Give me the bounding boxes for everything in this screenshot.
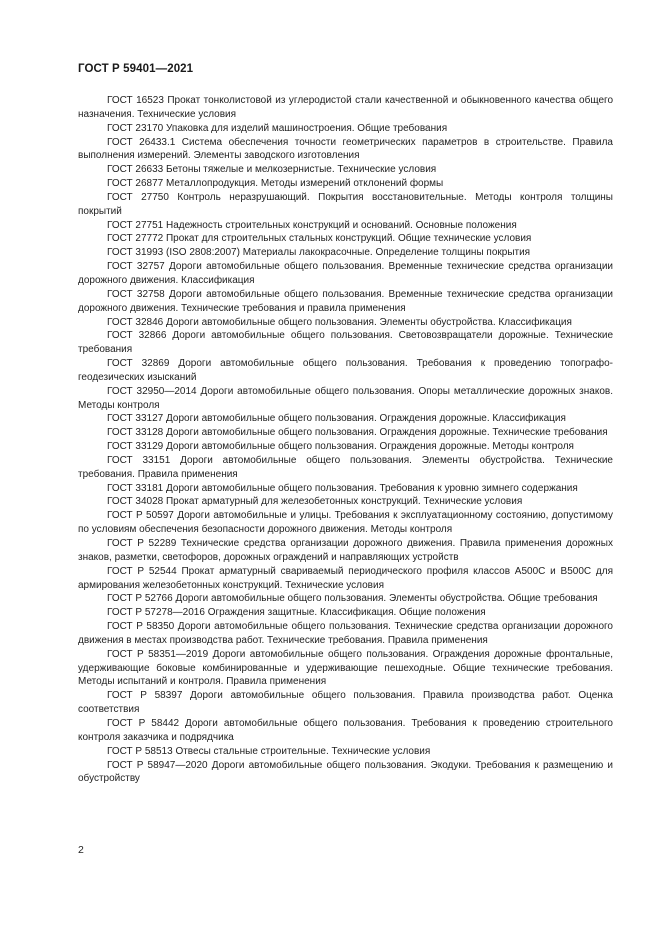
reference-entry: ГОСТ 33181 Дороги автомобильные общего пользования. Требования к уровню зимнего содержания [107, 482, 578, 494]
reference-entry: ГОСТ Р 58513 Отвесы стальные строительные. Технические условия [107, 745, 431, 757]
reference-entry: ГОСТ 32758 Дороги автомобильные общего пользования. Временные технические средства организации дорожного движения. Технические требования и правила применения [78, 288, 613, 314]
reference-entry: ГОСТ 34028 Прокат арматурный для железобетонных конструкций. Технические условия [107, 496, 523, 508]
reference-entry: ГОСТ 27750 Контроль неразрушающий. Покрытия восстановительные. Методы контроля толщины покрытий [78, 191, 613, 217]
reference-entry: ГОСТ 32846 Дороги автомобильные общего пользования. Элементы обустройства. Классификация [107, 316, 572, 328]
reference-entry: ГОСТ 31993 (ISO 2808:2007) Материалы лакокрасочные. Определение толщины покрытия [107, 247, 531, 259]
reference-entry: ГОСТ 33129 Дороги автомобильные общего пользования. Ограждения дорожные. Методы контроля [107, 441, 574, 453]
reference-entry: ГОСТ 32950—2014 Дороги автомобильные общего пользования. Опоры металлические дорожных знаков. Методы контроля [78, 385, 613, 411]
reference-entry: ГОСТ Р 50597 Дороги автомобильные и улицы. Требования к эксплуатационному состоянию, допустимому по условиям обеспечения безопасности дорожного движения. Методы контроля [78, 510, 613, 536]
reference-entry: ГОСТ 33151 Дороги автомобильные общего пользования. Элементы обустройства. Технические требования. Правила применения [78, 454, 613, 480]
reference-entry: ГОСТ Р 57278—2016 Ограждения защитные. Классификация. Общие положения [107, 607, 486, 619]
reference-entry: ГОСТ Р 58351—2019 Дороги автомобильные общего пользования. Ограждения дорожные фронтальные, удерживающие боковые комбинированные и удерживающие пешеходные. Общие технические требования. Методы испытаний и контроля. Правила применения [78, 648, 613, 688]
reference-entry: ГОСТ Р 58442 Дороги автомобильные общего пользования. Требования к проведению строительного контроля заказчика и подрядчика [78, 717, 613, 743]
normative-references-list [78, 94, 613, 786]
reference-entry: ГОСТ 26433.1 Система обеспечения точности геометрических параметров в строительстве. Правила выполнения измерений. Элементы заводского изготовления [78, 136, 613, 162]
reference-entry: ГОСТ Р 58350 Дороги автомобильные общего пользования. Технические средства организации дорожного движения в местах производства работ. Технические требования. Правила применения [78, 621, 613, 646]
reference-entry: ГОСТ 33128 Дороги автомобильные общего пользования. Ограждения дорожные. Технические требования [107, 427, 608, 439]
reference-entry: ГОСТ 16523 Прокат тонколистовой из углеродистой стали качественной и обыкновенного качества общего назначения. Технические условия [78, 95, 613, 120]
page-number: 2 [78, 844, 84, 856]
reference-entry: ГОСТ Р 58947—2020 Дороги автомобильные общего пользования. Экодуки. Требования к размещению и обустройству [78, 759, 613, 785]
reference-entry: ГОСТ 23170 Упаковка для изделий машиностроения. Общие требования [107, 122, 448, 134]
reference-entry: ГОСТ Р 52289 Технические средства организации дорожного движения. Правила применения дорожных знаков, разметки, светофоров, дорожных ограждений и направляющих устройств [78, 538, 613, 563]
reference-entry: ГОСТ 32866 Дороги автомобильные общего пользования. Световозвращатели дорожные. Технические требования [78, 330, 613, 356]
reference-entry: ГОСТ 33127 Дороги автомобильные общего пользования. Ограждения дорожные. Классификация [107, 413, 566, 425]
reference-entry: ГОСТ Р 52544 Прокат арматурный свариваемый периодического профиля классов А500С и В500С для армирования железобетонных конструкций. Технические условия [78, 565, 613, 591]
reference-entry: ГОСТ 32757 Дороги автомобильные общего пользования. Временные технические средства организации дорожного движения. Классификация [78, 261, 613, 286]
reference-entry: ГОСТ Р 58397 Дороги автомобильные общего пользования. Правила производства работ. Оценка соответствия [78, 690, 613, 716]
reference-entry: ГОСТ 27772 Прокат для строительных стальных конструкций. Общие технические условия [107, 233, 532, 245]
reference-entry: ГОСТ Р 52766 Дороги автомобильные общего пользования. Элементы обустройства. Общие требования [107, 593, 598, 605]
reference-entry: ГОСТ 32869 Дороги автомобильные общего пользования. Требования к проведению топографо-геодезических изысканий [78, 358, 613, 383]
reference-entry: ГОСТ 26633 Бетоны тяжелые и мелкозернистые. Технические условия [107, 164, 437, 176]
reference-entry: ГОСТ 26877 Металлопродукция. Методы измерений отклонений формы [107, 178, 444, 190]
standard-designation-header: ГОСТ Р 59401—2021 [78, 63, 194, 75]
reference-entry: ГОСТ 27751 Надежность строительных конструкций и оснований. Основные положения [107, 219, 517, 231]
